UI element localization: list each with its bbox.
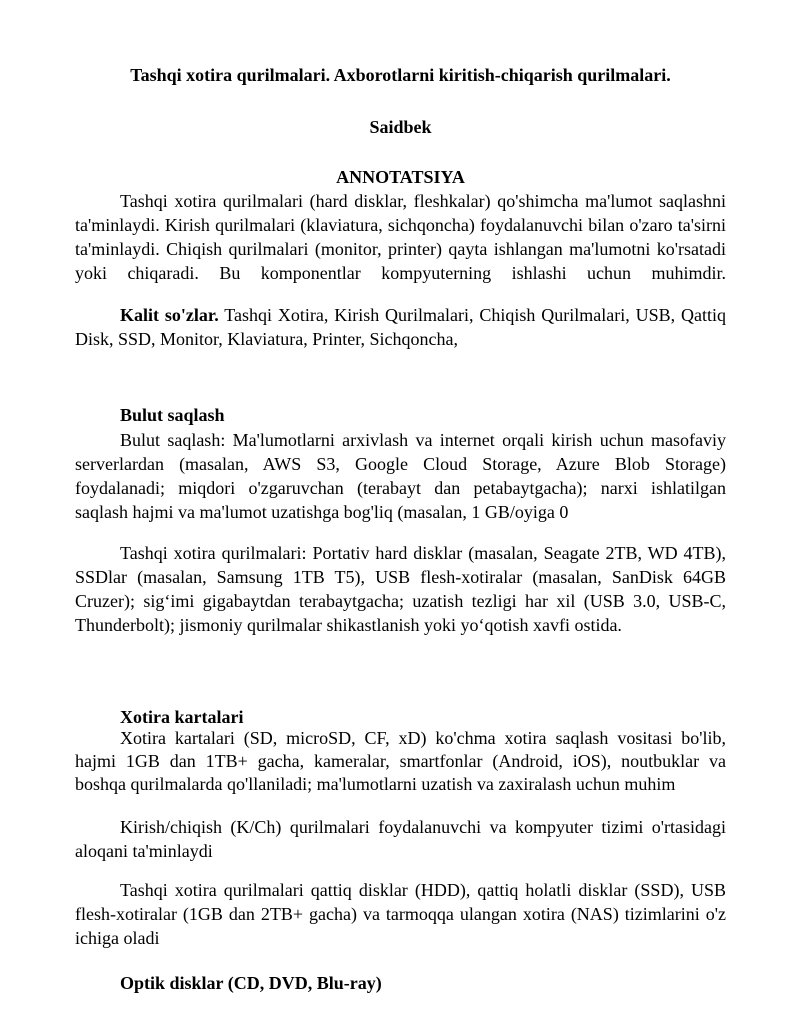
paragraph-line: boshqa qurilmalarda qo'llaniladi; ma'lumotlarni uzatish va zaxiralash uchun muhim — [75, 774, 676, 794]
section-heading-optik-disklar: Optik disklar (CD, DVD, Blu-ray) — [120, 973, 382, 993]
paragraph-line: hajmi 1GB dan 1TB+ gacha, kameralar, smartfonlar (Android, iOS), noutbuklar va — [75, 751, 726, 771]
paragraph-line: Tashqi xotira qurilmalari qattiq disklar (HDD), qattiq holatli disklar (SSD), USB — [120, 880, 726, 900]
paragraph-line: aloqani ta'minlaydi — [75, 841, 213, 861]
abstract-paragraph — [75, 189, 726, 285]
paragraph — [75, 428, 726, 524]
keywords-paragraph — [75, 303, 726, 351]
paragraph-line: Cruzer); sig‘imi gigabaytdan terabaytgacha; uzatish tezligi har xil (USB 3.0, USB-C, — [75, 591, 726, 611]
section-heading-bulut-saqlash: Bulut saqlash — [120, 405, 225, 425]
paragraph-line: Kirish/chiqish (K/Ch) qurilmalari foydalanuvchi va kompyuter tizimi o'rtasidagi — [120, 817, 726, 837]
paragraph-line: Bulut saqlash: Ma'lumotlarni arxivlash va internet orqali kirish uchun masofaviy — [120, 430, 726, 450]
abstract-line: ta'minlaydi. Kirish qurilmalari (klaviatura, sichqoncha) foydalanuvchi bilan o'zaro ta'sirni — [75, 215, 726, 235]
abstract-line: yoki chiqaradi. Bu komponentlar kompyuterning ishlashi uchun muhimdir. — [75, 263, 726, 283]
keywords-text: Tashqi Xotira, Kirish Qurilmalari, Chiqish Qurilmalari, USB, Qattiq — [224, 305, 726, 325]
paragraph-line: Xotira kartalari (SD, microSD, CF, xD) ko'chma xotira saqlash vositasi bo'lib, — [120, 728, 726, 748]
paragraph-line: serverlardan (masalan, AWS S3, Google Cloud Storage, Azure Blob Storage) — [75, 454, 726, 474]
abstract-line: Tashqi xotira qurilmalari (hard disklar, fleshkalar) qo'shimcha ma'lumot saqlashni — [120, 191, 726, 211]
keywords-line — [75, 303, 726, 327]
keywords-label: Kalit so'zlar. — [120, 305, 219, 325]
document-title: Tashqi xotira qurilmalari. Axborotlarni kiritish-chiqarish qurilmalari. — [130, 65, 671, 85]
paragraph-line: saqlash hajmi va ma'lumot uzatishga bog'liq (masalan, 1 GB/oyiga 0 — [75, 502, 569, 522]
abstract-line: ta'minlaydi. Chiqish qurilmalari (monitor, printer) qayta ishlangan ma'lumotni ko'rsatadi — [75, 239, 726, 259]
paragraph — [75, 815, 726, 863]
paragraph-line: SSDlar (masalan, Samsung 1TB T5), USB flesh-xotiralar (masalan, SanDisk 64GB — [75, 567, 726, 587]
paragraph-line: Tashqi xotira qurilmalari: Portativ hard disklar (masalan, Seagate 2TB, WD 4TB), — [120, 543, 726, 563]
paragraph-line: ichiga oladi — [75, 928, 160, 948]
paragraph — [75, 878, 726, 950]
keywords-text: Disk, SSD, Monitor, Klaviatura, Printer, Sichqoncha, — [75, 329, 459, 349]
section-heading-xotira-kartalari: Xotira kartalari — [120, 707, 244, 727]
paragraph — [75, 727, 726, 796]
paragraph-line: foydalanadi; miqdori o'zgaruvchan (terabayt dan petabaytgacha); narxi ishlatilgan — [75, 478, 726, 498]
paragraph-line: flesh-xotiralar (1GB dan 2TB+ gacha) va tarmoqqa ulangan xotira (NAS) tizimlarini o'z — [75, 904, 726, 924]
paragraph-line: Thunderbolt); jismoniy qurilmalar shikastlanish yoki yo‘qotish xavfi ostida. — [75, 615, 622, 635]
author-name: Saidbek — [369, 117, 432, 137]
paragraph — [75, 541, 726, 637]
abstract-heading: ANNOTATSIYA — [336, 167, 465, 187]
